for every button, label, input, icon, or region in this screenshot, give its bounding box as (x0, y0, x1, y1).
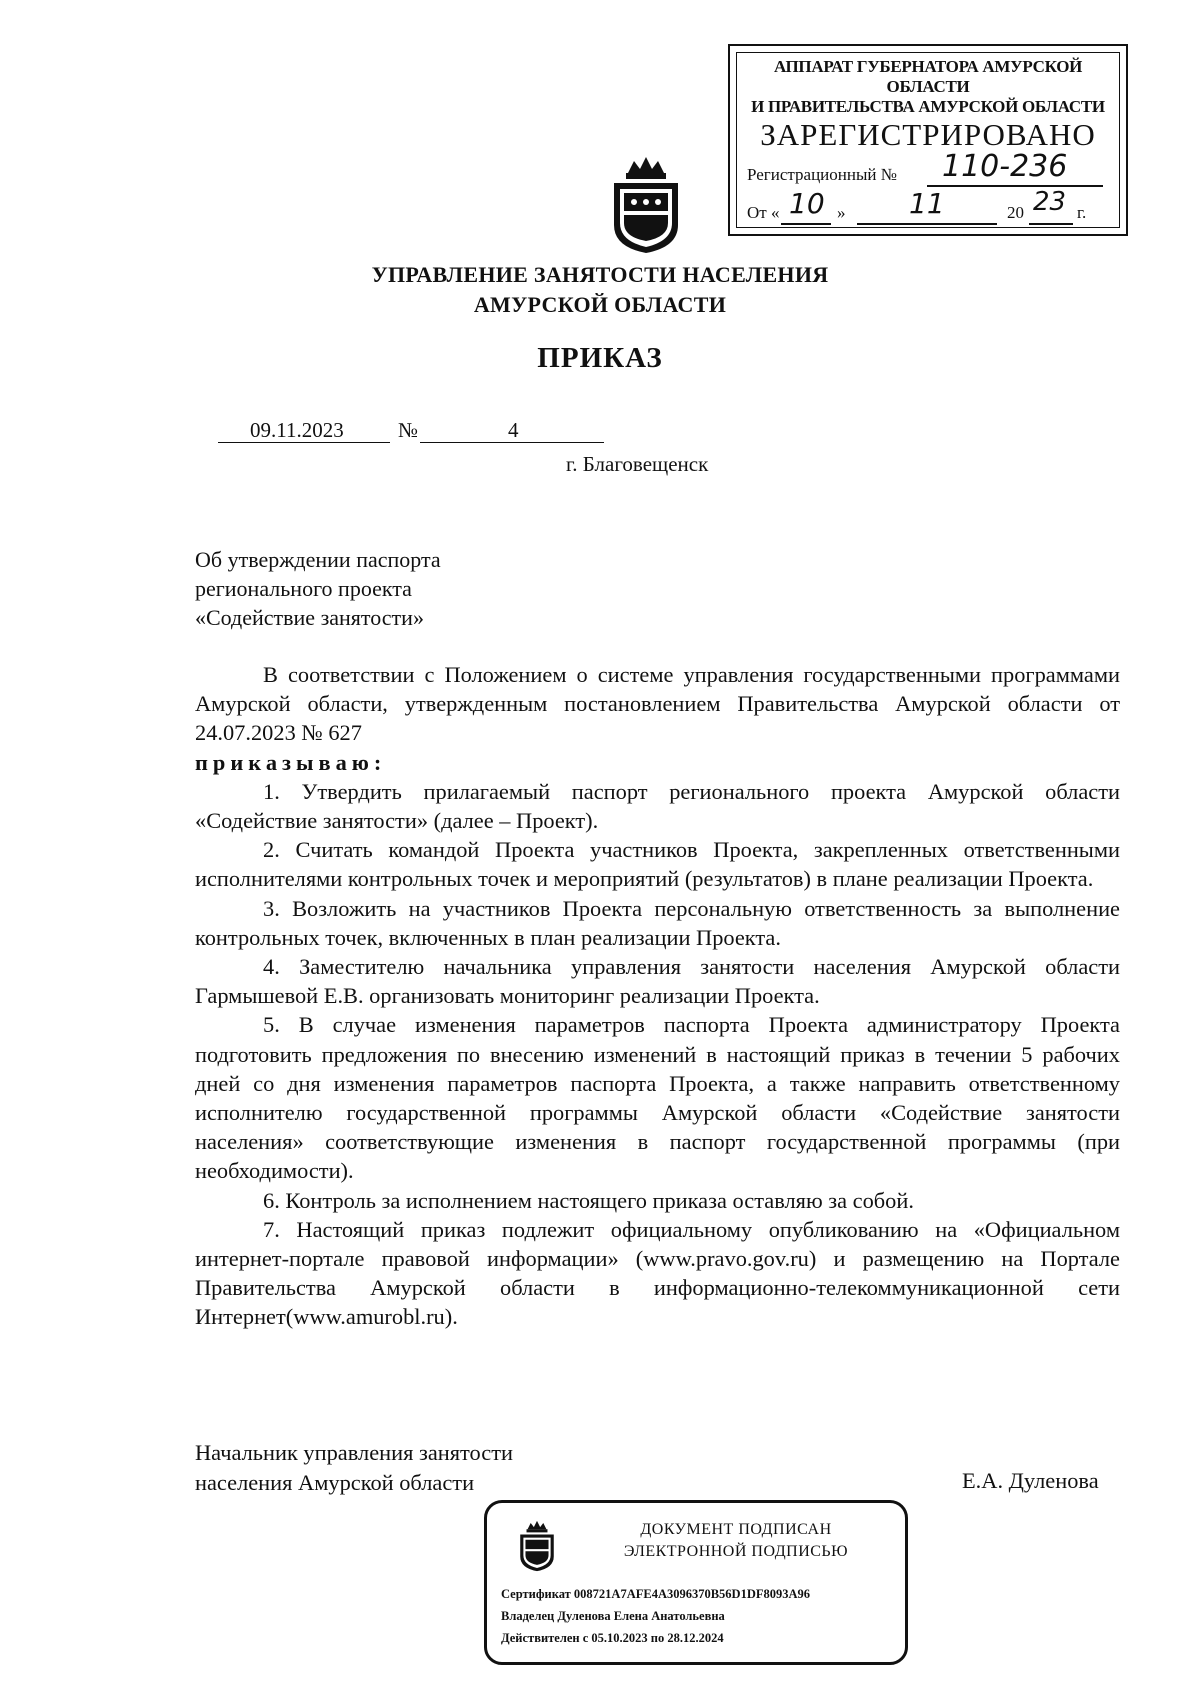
signatory-name: Е.А. Дуленова (962, 1468, 1099, 1493)
order-item: 1. Утвердить прилагаемый паспорт регионального проекта Амурской области «Содействие занятости» (далее – Проект). (195, 778, 1120, 834)
registration-date-line (747, 203, 779, 223)
registration-stamp-org (737, 57, 1119, 117)
order-item: 6. Контроль за исполнением настоящего приказа оставляю за собой. (263, 1187, 914, 1213)
registration-year-prefix: 20 (1007, 203, 1024, 222)
subject-line1: Об утверждении паспорта (195, 547, 441, 572)
order-item: 4. Заместителю начальника управления занятости населения Амурской области Гармышевой Е.В. организовать мониторинг реализации Проекта. (195, 954, 1120, 1009)
document-number: 4 (508, 418, 519, 442)
issuer-name-line2: АМУРСКОЙ ОБЛАСТИ (473, 292, 727, 317)
registration-day: 10 (789, 187, 825, 220)
esign-owner: Владелец Дуленова Елена Анатольевна (501, 1609, 725, 1623)
signatory-position (195, 1438, 513, 1498)
document-date: 09.11.2023 (250, 418, 344, 442)
preamble: В соответствии с Положением о системе управления государственными программами Амурской области, утвержденным постановлением Правительства Амурской области от 24.07.2023 № 627 (195, 662, 1120, 746)
registration-stamp-title: ЗАРЕГИСТРИРОВАНО (760, 117, 1096, 152)
order-item: 7. Настоящий приказ подлежит официальному опубликованию на «Официальном интернет-портале правовой информации» (www.pravo.gov.ru) и размещению на Портале Правительства Амурской области в информационно-телекоммуникационной сети Интернет(www.amurobl.ru). (195, 1216, 1120, 1330)
signatory-position-line2: населения Амурской области (195, 1470, 475, 1495)
signatory-position-line1: Начальник управления занятости (195, 1440, 514, 1465)
esign-title-line1: ДОКУМЕНТ ПОДПИСАН (640, 1521, 832, 1538)
coat-of-arms-small-icon (515, 1519, 559, 1573)
registration-date-prefix: От « (747, 203, 780, 222)
issuer-name-line1: УПРАВЛЕНИЕ ЗАНЯТОСТИ НАСЕЛЕНИЯ (371, 262, 829, 287)
coat-of-arms-icon (604, 155, 688, 255)
electronic-signature-stamp (484, 1500, 908, 1665)
order-item: 2. Считать командой Проекта участников Проекта, закрепленных ответственными исполнителями контрольных точек и мероприятий (результатов) в плане реализации Проекта. (195, 837, 1120, 892)
registration-month: 11 (909, 187, 945, 220)
esign-title (577, 1519, 895, 1563)
document-body (195, 660, 1120, 1332)
document-city: г. Благовещенск (566, 452, 709, 476)
registration-stamp-org-line1: АППАРАТ ГУБЕРНАТОРА АМУРСКОЙ ОБЛАСТИ (773, 57, 1083, 96)
esign-title-line2: ЭЛЕКТРОННОЙ ПОДПИСЬЮ (623, 1543, 849, 1560)
order-word: приказываю: (195, 749, 387, 775)
registration-number-value: 110-236 (942, 149, 1068, 184)
order-item: 5. В случае изменения параметров паспорта Проекта администратору Проекта подготовить предложения по внесению изменений в настоящий приказ в течении 5 рабочих дней со дня изменения параметров паспорта Проекта, а также направить ответственному исполнителю государственной программы Амурской области «Содействие занятости населения» соответствующие изменения в паспорт государственной программы (при необходимости). (195, 1012, 1120, 1184)
registration-stamp-org-line2: И ПРАВИТЕЛЬСТВА АМУРСКОЙ ОБЛАСТИ (751, 97, 1105, 116)
registration-stamp (728, 44, 1128, 236)
document-subject (195, 545, 441, 632)
esign-validity: Действителен с 05.10.2023 по 28.12.2024 (501, 1631, 724, 1645)
number-sign: № (398, 418, 419, 442)
registration-year-suffix: 23 (1033, 187, 1067, 217)
subject-line3: «Содействие занятости» (195, 605, 424, 630)
order-item: 3. Возложить на участников Проекта персональную ответственность за выполнение контрольных точек, включенных в план реализации Проекта. (195, 895, 1120, 950)
document-type: ПРИКАЗ (537, 342, 663, 374)
registration-number-label: Регистрационный № (747, 165, 897, 184)
registration-year-end: г. (1077, 203, 1087, 222)
registration-stamp-frame (736, 52, 1120, 228)
registration-day-close: » (837, 203, 846, 222)
subject-line2: регионального проекта (195, 576, 412, 601)
registration-number-line (747, 165, 897, 185)
esign-certificate: Сертификат 008721A7AFE4A3096370B56D1DF8093A96 (501, 1587, 811, 1601)
